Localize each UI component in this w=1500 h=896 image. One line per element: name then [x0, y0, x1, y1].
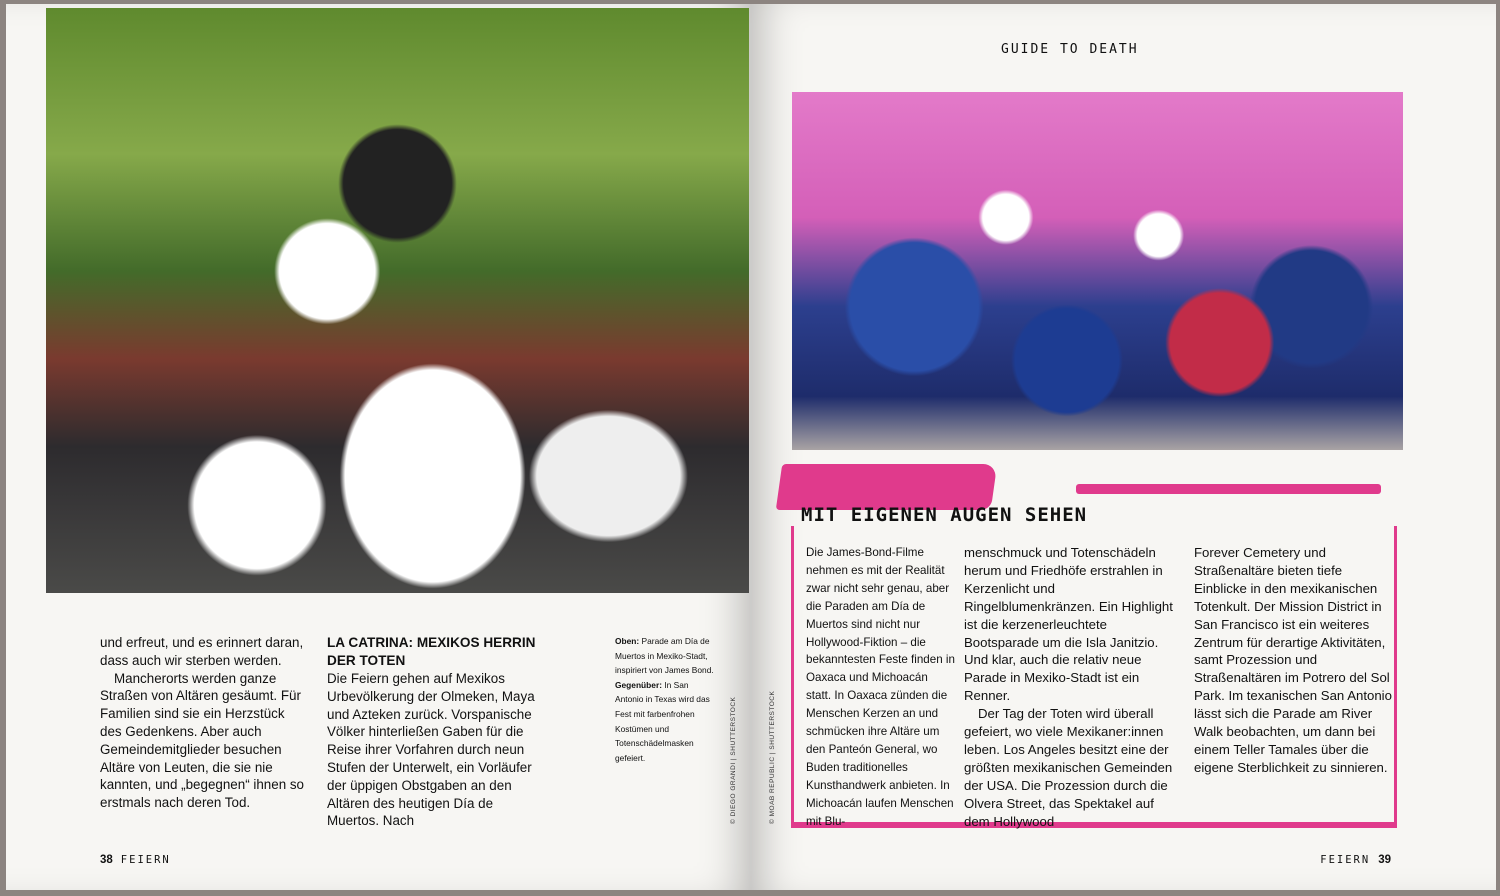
- box-column-3: [1194, 544, 1394, 777]
- page-number: 38: [100, 854, 113, 866]
- brush-stroke: [1076, 484, 1381, 494]
- right-page: [751, 4, 1496, 890]
- photo-caption: [615, 634, 715, 765]
- section-heading: LA CATRINA: MEXIKOS HERRIN DER TOTEN: [327, 635, 536, 668]
- caption-label: Oben:: [615, 636, 640, 646]
- box-column-2: [964, 544, 1179, 831]
- left-column-1: [100, 634, 305, 812]
- folio-right: [1320, 854, 1391, 866]
- costume-photo: [792, 92, 1403, 450]
- paragraph: Die Feiern gehen auf Mexikos Urbevölkerung der Olmeken, Maya und Azteken zurück. Vorspanische Völker hinterließen Gaben für die Reise ihrer Vorfahren durch neun Stufen der Unterwelt, ein Vorläufer der üppigen Obstgaben an den Altären des heutigen Día de Muertos. Nach: [327, 671, 535, 829]
- left-column-2: [327, 634, 537, 830]
- photo-credit: © MOAB REPUBLIC | SHUTTERSTOCK: [769, 690, 776, 824]
- paragraph: Mancherorts werden ganze Straßen von Altären gesäumt. Für Familien sind sie ein Herzstück des Gedenkens. Aber auch Gemeindemitglieder besuchen Altäre von Leuten, die sie nie kannten, und „begegnen“ ihnen so erstmals nach deren Tod.: [100, 670, 304, 811]
- caption-text: Parade am Día de Muertos in Mexiko-Stadt, inspiriert von James Bond.: [615, 636, 714, 676]
- paragraph: Der Tag der Toten wird überall gefeiert, wo viele Mexikaner:innen leben. Los Angeles besitzt eine der größten mexikanischen Gemeinden der USA. Die Prozession durch die Olvera Street, das Spektakel auf dem Hollywood: [964, 706, 1173, 829]
- caption-text: In San Antonio in Texas wird das Fest mit farbenfrohen Kostümen und Totenschädelmasken gefeiert.: [615, 679, 710, 763]
- open-book: [6, 4, 1496, 892]
- box-title: MIT EIGENEN AUGEN SEHEN: [801, 504, 1088, 526]
- paragraph: und erfreut, und es erinnert daran, dass auch wir sterben werden.: [100, 635, 304, 668]
- parade-photo: [46, 8, 749, 593]
- running-head: GUIDE TO DEATH: [1001, 42, 1139, 57]
- folio-left: [100, 854, 171, 866]
- photo-credit: © DIEGO GRANDI | SHUTTERSTOCK: [730, 696, 737, 824]
- left-page: [6, 4, 751, 890]
- section-name: FEIERN: [1320, 854, 1371, 866]
- paragraph: Forever Cemetery und Straßenaltäre bieten tiefe Einblicke in den mexikanischen Totenkult. Der Mission District in San Francisco ist ein weiteres Zentrum für derartige Aktivitäten, samt Prozession und Straßenaltären im Potrero del Sol Park. Im texanischen San Antonio lässt sich die Parade am River Walk beobachten, um dann bei einem Teller Tamales über die eigene Sterblichkeit zu sinnieren.: [1194, 545, 1392, 775]
- paragraph: Die James-Bond-Filme nehmen es mit der Realität zwar nicht sehr genau, aber die Paraden am Día de Muertos sind nicht nur Hollywood-Fiktion – die bekanntesten Feste finden in Oaxaca und Michoacán statt. In Oaxaca zünden die Menschen Kerzen an und schmücken ihre Altäre um den Panteón General, wo Buden traditionelles Kunsthandwerk anbieten. In Michoacán laufen Menschen mit Blu-: [806, 546, 955, 828]
- page-number: 39: [1378, 854, 1391, 866]
- paragraph: menschmuck und Totenschädeln herum und Friedhöfe erstrahlen in Kerzenlicht und Ringelblumenkränzen. Ein Highlight ist die kerzenerleuchtete Bootsparade um die Isla Janitzio. Und klar, auch die relativ neue Parade in Mexiko-Stadt ist ein Renner.: [964, 545, 1173, 704]
- box-column-1: [806, 544, 956, 831]
- section-name: FEIERN: [120, 854, 171, 866]
- caption-label: Gegenüber:: [615, 679, 662, 690]
